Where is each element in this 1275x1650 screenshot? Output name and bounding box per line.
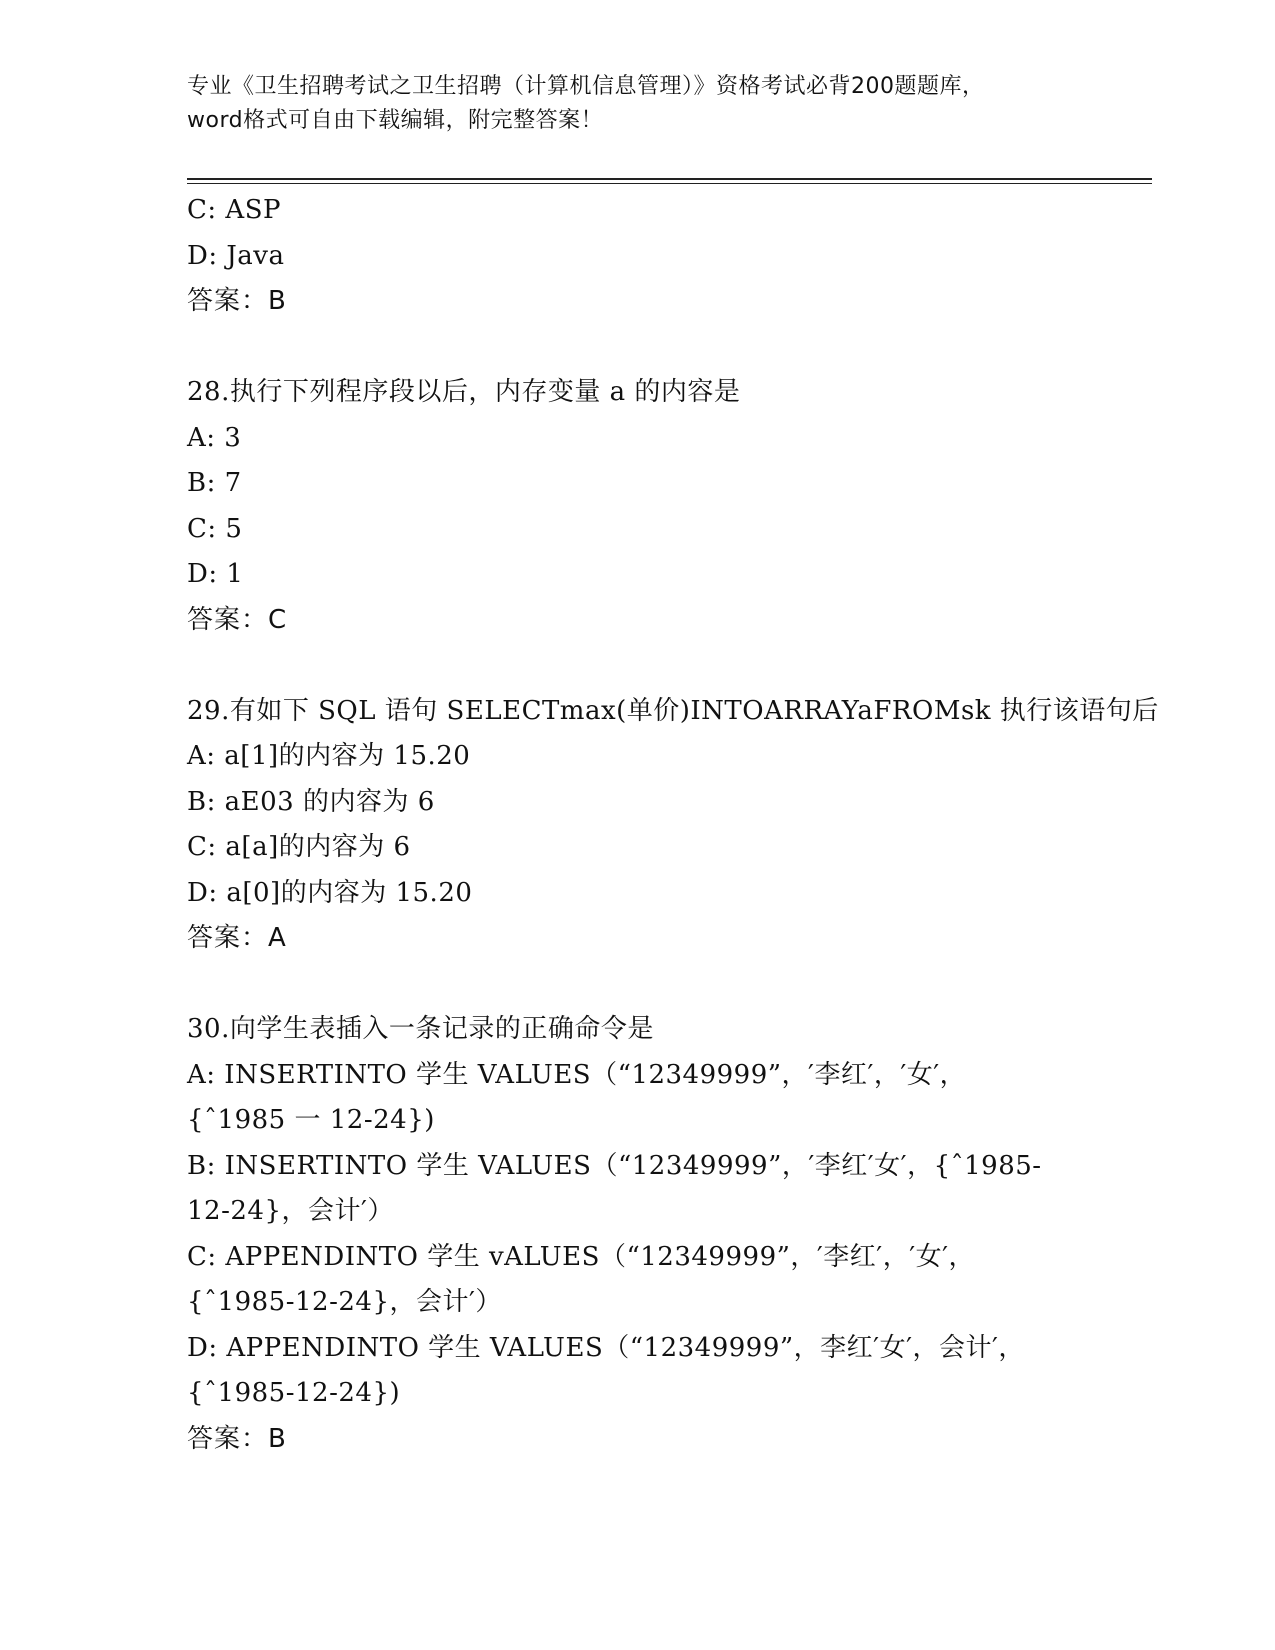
question-stem: 30.向学生表插入一条记录的正确命令是 — [187, 1014, 654, 1044]
option-line: A: a[1]的内容为 15.20 — [187, 741, 471, 771]
option-line: D: a[0]的内容为 15.20 — [187, 877, 473, 908]
option-line-continued: {ˆ1985-12-24}) — [187, 1378, 401, 1408]
option-line: B: INSERTINTO 学生 VALUES（“12349999”，′李红′女′，{ˆ1985- — [187, 1150, 1042, 1181]
option-line: D: Java — [187, 240, 285, 271]
option-line: C: 5 — [187, 513, 243, 544]
question-29 — [187, 689, 1159, 962]
option-line: D: APPENDINTO 学生 VALUES（“12349999”，李红′女′，会计′， — [187, 1332, 1025, 1363]
previous-question-tail — [187, 188, 1087, 325]
document-header — [187, 70, 1067, 138]
answer-line: 答案：A — [187, 923, 287, 953]
option-line: B: aE03 的内容为 6 — [187, 786, 435, 817]
spacer — [187, 325, 1087, 371]
option-line: C: a[a]的内容为 6 — [187, 832, 411, 862]
spacer — [187, 962, 1087, 1008]
answer-line: 答案：B — [187, 1423, 287, 1454]
question-30 — [187, 1007, 1087, 1462]
header-divider — [187, 178, 1152, 180]
question-stem: 28.执行下列程序段以后，内存变量 a 的内容是 — [187, 377, 741, 407]
document-body — [187, 188, 1159, 1462]
spacer — [187, 643, 1087, 689]
option-line: D: 1 — [187, 559, 244, 589]
option-line: B: 7 — [187, 468, 242, 498]
option-line: A: 3 — [187, 422, 242, 453]
option-line: C: ASP — [187, 195, 281, 225]
option-line: C: APPENDINTO 学生 vALUES（“12349999”，′李红′，′女′， — [187, 1241, 976, 1272]
option-line-continued: {ˆ1985-12-24}，会计′） — [187, 1287, 502, 1317]
header-line-1: 专业《卫生招聘考试之卫生招聘（计算机信息管理）》资格考试必背200题题库， — [187, 74, 985, 99]
option-line-continued: 12-24}，会计′） — [187, 1196, 394, 1226]
answer-line: 答案：C — [187, 604, 288, 635]
answer-line: 答案：B — [187, 286, 287, 316]
option-line: A: INSERTINTO 学生 VALUES（“12349999”，′李红′，′女′， — [187, 1059, 967, 1090]
header-line-2: word格式可自由下载编辑，附完整答案！ — [187, 108, 604, 133]
question-28 — [187, 370, 1087, 643]
header-divider-thin — [187, 183, 1152, 184]
option-line-continued: {ˆ1985 一 12-24}) — [187, 1105, 435, 1135]
question-stem: 29.有如下 SQL 语句 SELECTmax(单价)INTOARRAYaFROMsk 执行该语句后 — [187, 695, 1159, 726]
